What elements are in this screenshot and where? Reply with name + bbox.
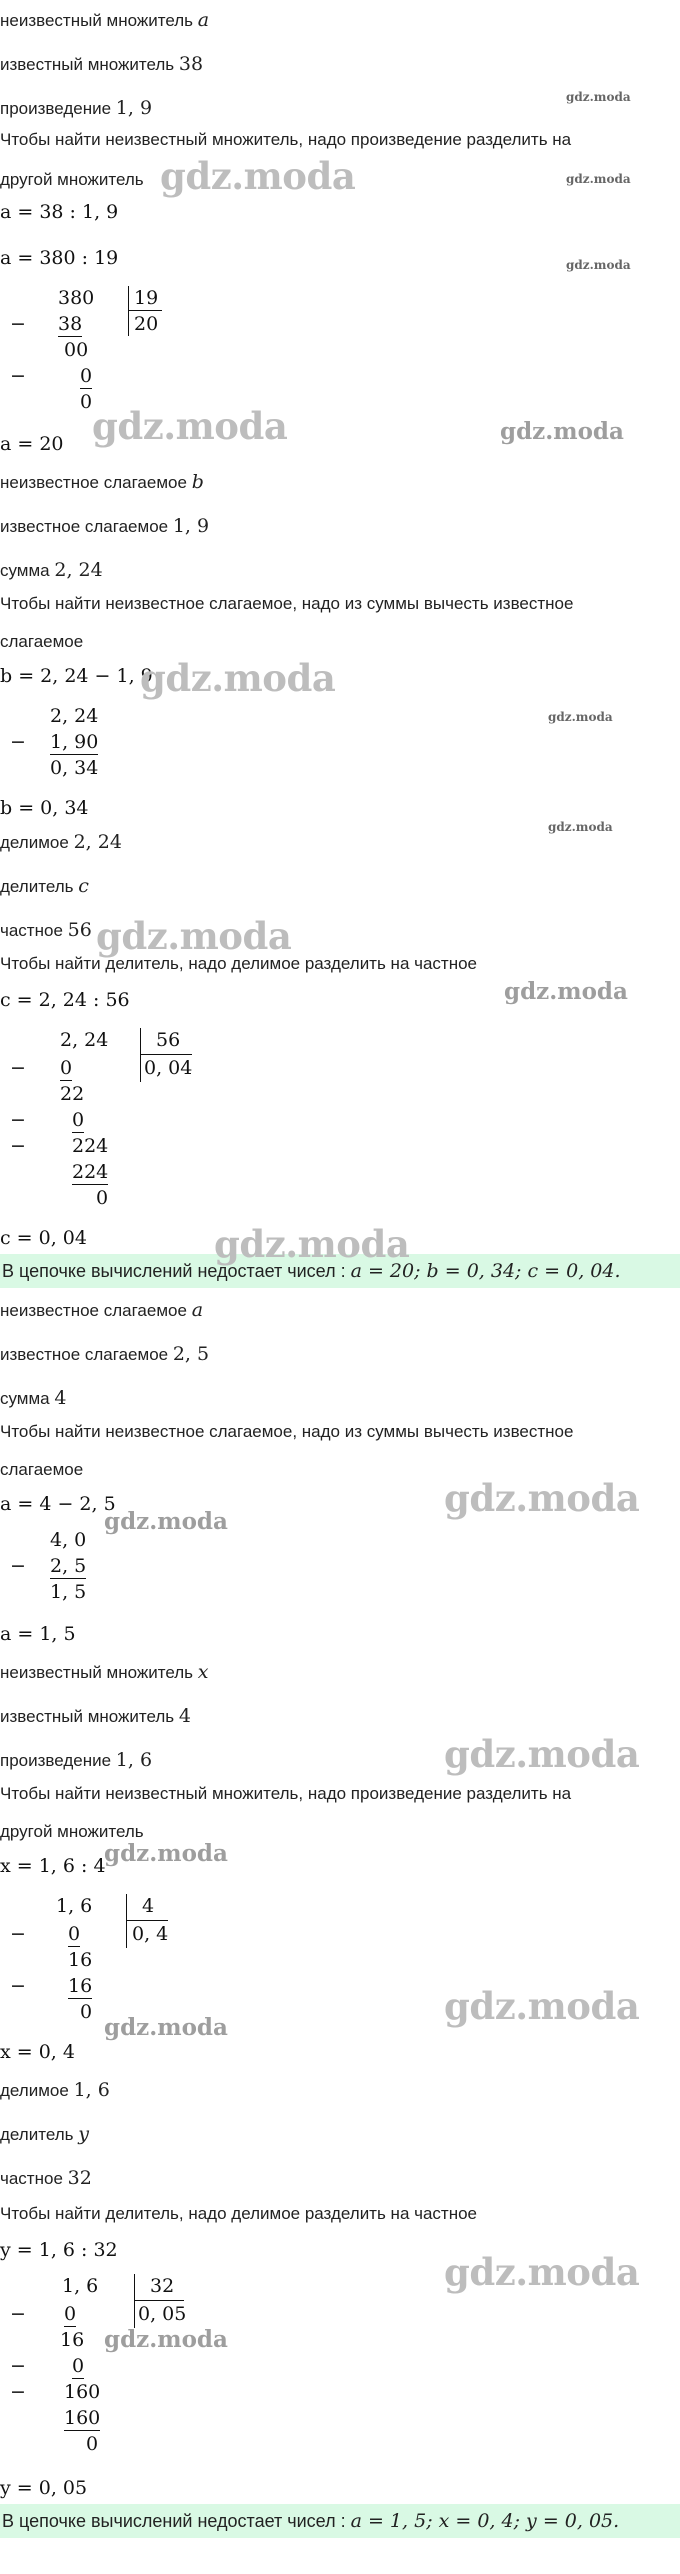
watermark-logo: gdz.moda [566,258,631,272]
watermark-logo: gdz.moda [92,404,288,448]
quotient-line: частное 32 [0,2167,92,2189]
watermark-logo: gdz.moda [500,418,624,445]
unknown-factor-line: неизвестный множитель x [0,1661,209,1683]
watermark-logo: gdz.moda [566,90,631,104]
known-addend-line: известное слагаемое 2, 5 [0,1343,210,1365]
watermark-logo: gdz.moda [104,1840,228,1867]
rule-text: другой множитель [0,170,144,189]
equation: c = 2, 24 : 56 [0,989,130,1011]
watermark-logo: gdz.moda [548,820,613,834]
equation: x = 1, 6 : 4 [0,1855,106,1877]
unknown-addend-line: неизвестное слагаемое b [0,471,204,493]
watermark-logo: gdz.moda [96,914,292,958]
rule-text: Чтобы найти делитель, надо делимое разделить на частное [0,2204,478,2223]
result: b = 0, 34 [0,797,89,819]
quotient-line: частное 56 [0,919,92,941]
rule-text: слагаемое [0,632,84,651]
watermark-logo: gdz.moda [444,2250,640,2294]
sum-line: сумма 2, 24 [0,559,103,581]
watermark-logo: gdz.moda [504,978,628,1005]
unknown-addend-line: неизвестное слагаемое a [0,1299,204,1321]
summary-highlight: В цепочке вычислений недостает чисел : a = 20; b = 0, 34; c = 0, 04. [0,1254,680,1288]
equation: y = 1, 6 : 32 [0,2239,118,2261]
result: c = 0, 04 [0,1227,87,1249]
known-factor-line: известный множитель 38 [0,53,204,75]
equation: b = 2, 24 − 1, 9 [0,665,153,687]
rule-text: Чтобы найти неизвестный множитель, надо произведение разделить на [0,1784,572,1803]
result: a = 1, 5 [0,1623,76,1645]
equation: a = 4 − 2, 5 [0,1493,116,1515]
watermark-logo: gdz.moda [104,2326,228,2353]
divisor-line: делитель c [0,875,89,897]
watermark-logo: gdz.moda [444,1732,640,1776]
divisor-line: делитель y [0,2123,89,2145]
watermark-logo: gdz.moda [160,154,356,198]
rule-text: Чтобы найти делитель, надо делимое разделить на частное [0,954,478,973]
summary-highlight: В цепочке вычислений недостает чисел : a = 1, 5; x = 0, 4; y = 0, 05. [0,2504,680,2538]
equation: a = 380 : 19 [0,247,119,269]
result: a = 20 [0,433,64,455]
watermark-logo: gdz.moda [548,710,613,724]
rule-text: другой множитель [0,1822,144,1841]
watermark-logo: gdz.moda [104,2014,228,2041]
dividend-line: делимое 2, 24 [0,831,122,853]
result: y = 0, 05 [0,2477,88,2499]
watermark-logo: gdz.moda [214,1222,410,1266]
known-factor-line: известный множитель 4 [0,1705,191,1727]
watermark-logo: gdz.moda [566,172,631,186]
product-line: произведение 1, 9 [0,97,153,119]
equation: a = 38 : 1, 9 [0,201,119,223]
sum-line: сумма 4 [0,1387,67,1409]
watermark-logo: gdz.moda [104,1508,228,1535]
watermark-logo: gdz.moda [140,656,336,700]
product-line: произведение 1, 6 [0,1749,153,1771]
rule-text: Чтобы найти неизвестный множитель, надо произведение разделить на [0,130,572,149]
watermark-logo: gdz.moda [444,1476,640,1520]
known-addend-line: известное слагаемое 1, 9 [0,515,210,537]
watermark-logo: gdz.moda [444,1984,640,2028]
dividend-line: делимое 1, 6 [0,2079,110,2101]
unknown-factor-line: неизвестный множитель a [0,9,210,31]
rule-text: Чтобы найти неизвестное слагаемое, надо из суммы вычесть известное [0,594,574,613]
result: x = 0, 4 [0,2041,75,2063]
rule-text: слагаемое [0,1460,84,1479]
rule-text: Чтобы найти неизвестное слагаемое, надо из суммы вычесть известное [0,1422,574,1441]
